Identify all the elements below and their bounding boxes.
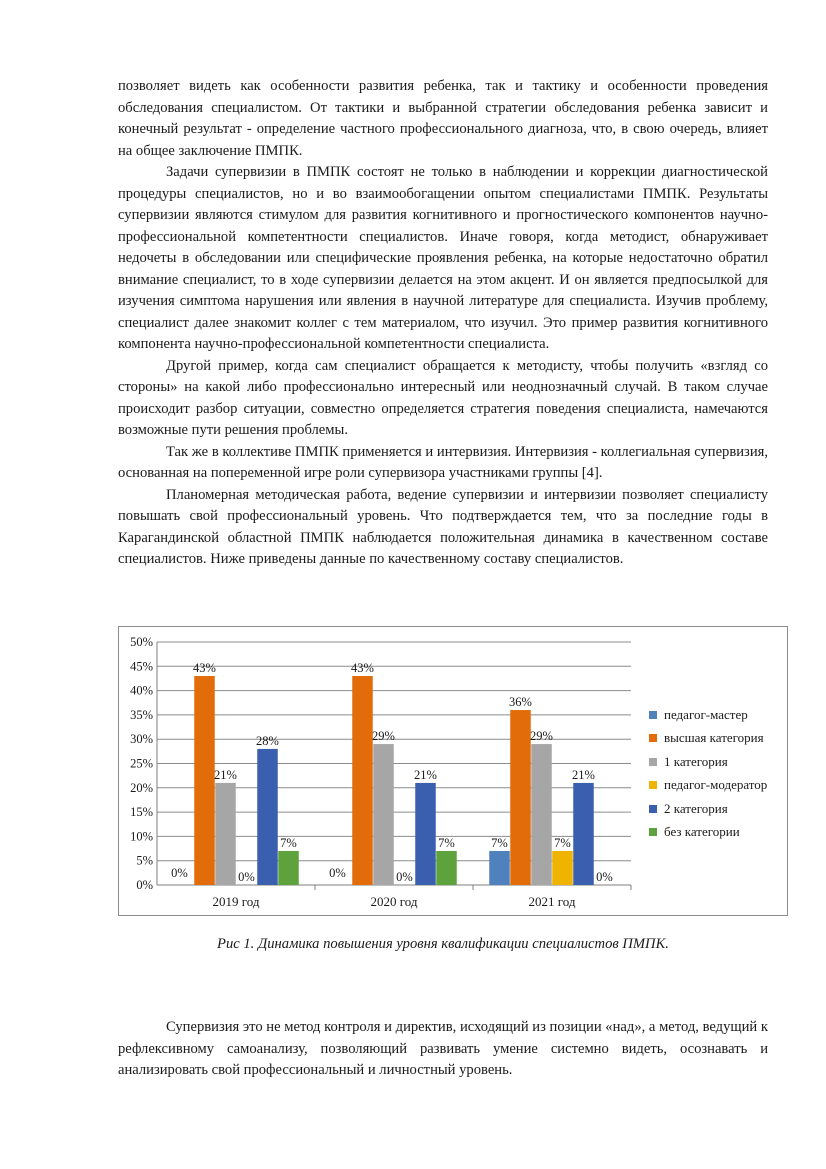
y-tick-label: 45% bbox=[130, 659, 153, 674]
legend-item bbox=[649, 750, 785, 774]
data-label: 29% bbox=[372, 729, 395, 744]
x-tick-label: 2020 год bbox=[370, 894, 418, 909]
y-tick-label: 30% bbox=[130, 732, 153, 747]
legend-swatch bbox=[649, 781, 657, 789]
y-tick-label: 40% bbox=[130, 683, 153, 698]
paragraph: Другой пример, когда сам специалист обращается к методисту, чтобы получить «взгляд со стороны» на какой либо профессионально интересный или неоднозначный случай. В таком случае происходит разбор ситуации, совместно определяется стратегия поведения специалиста, намечаются возможные пути решения проблемы. bbox=[118, 357, 768, 438]
y-tick-label: 15% bbox=[130, 805, 153, 820]
legend-item bbox=[649, 703, 785, 727]
chart-bar bbox=[278, 851, 299, 885]
y-tick-label: 0% bbox=[136, 878, 153, 892]
chart-bar bbox=[257, 749, 278, 885]
chart-bar bbox=[415, 783, 436, 885]
legend-swatch bbox=[649, 734, 657, 742]
y-tick-label: 20% bbox=[130, 780, 153, 795]
paragraph: Супервизия это не метод контроля и директив, исходящий из позиции «над», а метод, ведущий к рефлексивному самоанализу, позволяющий развивать умение системно видеть, осознавать и анализировать свой профессиональный и личностный уровень. bbox=[118, 1019, 768, 1078]
y-tick-label: 50% bbox=[130, 635, 153, 649]
paragraph: Планомерная методическая работа, ведение супервизии и интервизии позволяет специалисту повышать свой профессиональный уровень. Что подтверждается тем, что за последние годы в Карагандинской областной ПМПК наблюдается положительная динамика в качественном составе специалистов. Ниже приведены данные по качественному составу специалистов. bbox=[118, 486, 768, 567]
chart-bar bbox=[573, 783, 594, 885]
data-label: 7% bbox=[438, 835, 455, 850]
legend-swatch bbox=[649, 828, 657, 836]
figure-caption: Рис 1. Динамика повышения уровня квалификации специалистов ПМПК. bbox=[217, 936, 669, 952]
legend-label: педагог-мастер bbox=[664, 706, 748, 722]
data-label: 0% bbox=[171, 866, 188, 880]
legend-label: 2 категория bbox=[664, 800, 728, 816]
chart-bar bbox=[531, 744, 552, 885]
data-label: 0% bbox=[596, 870, 613, 884]
legend-item bbox=[649, 774, 785, 798]
legend-label: педагог-модератор bbox=[664, 777, 768, 793]
chart-bar bbox=[215, 783, 236, 885]
paragraph: Так же в коллективе ПМПК применяется и интервизия. Интервизия - коллегиальная супервизия, основанная на попеременной игре роли супервизора участниками группы [4]. bbox=[118, 443, 768, 481]
y-tick-label: 10% bbox=[130, 829, 153, 844]
chart-bar bbox=[489, 851, 510, 885]
data-label: 7% bbox=[554, 835, 571, 850]
data-label: 0% bbox=[396, 870, 413, 884]
legend-swatch bbox=[649, 805, 657, 813]
chart-bar bbox=[552, 851, 573, 885]
legend-item bbox=[649, 797, 785, 821]
chart-legend bbox=[649, 703, 785, 844]
data-label: 28% bbox=[256, 733, 279, 748]
paragraph: позволяет видеть как особенности развития ребенка, так и тактику и особенности проведения обследования специалистом. От тактики и выбранной стратегии обследования ребенка зависит и конечный результат - определение частного профессионального диагноза, что, в свою очередь, влияет на общее заключение ПМПК. bbox=[118, 78, 768, 159]
legend-label: высшая категория bbox=[664, 730, 764, 746]
qualification-chart bbox=[118, 626, 788, 916]
data-label: 21% bbox=[572, 767, 595, 782]
body-text-bottom bbox=[118, 1017, 768, 1082]
legend-swatch bbox=[649, 711, 657, 719]
data-label: 29% bbox=[530, 729, 553, 744]
x-tick-label: 2021 год bbox=[528, 894, 576, 909]
chart-bar bbox=[373, 744, 394, 885]
legend-item bbox=[649, 727, 785, 751]
legend-label: 1 категория bbox=[664, 753, 728, 769]
data-label: 43% bbox=[193, 661, 216, 676]
paragraph: Задачи супервизии в ПМПК состоят не только в наблюдении и коррекции диагностической процедуры специалистов, но и во взаимообогащении опытом специалистами ПМПК. Результаты супервизии являются стимулом для развития когнитивного и прогностического компонентов научно-профессиональной компетентности специалистов. Иначе говоря, когда методист, обнаруживает недочеты в обследовании или специфические проявления ребенка, на которые недостаточно обратил внимание специалист, то в ходе супервизии делается на этом акцент. И он является предпосылкой для изучения симптома нарушения или явления в научной литературе для специалиста. Изучив проблему, специалист далее знакомит коллег с тем материалом, что изучил. Это пример развития когнитивного компонента научно-профессиональной компетентности специалиста. bbox=[118, 164, 768, 352]
chart-bar bbox=[352, 676, 373, 885]
y-tick-label: 25% bbox=[130, 756, 153, 771]
x-tick-label: 2019 год bbox=[212, 894, 260, 909]
legend-swatch bbox=[649, 758, 657, 766]
data-label: 21% bbox=[214, 767, 237, 782]
chart-bar bbox=[510, 710, 531, 885]
data-label: 36% bbox=[509, 695, 532, 710]
legend-label: без категории bbox=[664, 824, 740, 840]
y-tick-label: 35% bbox=[130, 707, 153, 722]
legend-item bbox=[649, 821, 785, 845]
data-label: 7% bbox=[280, 835, 297, 850]
data-label: 0% bbox=[329, 866, 346, 880]
data-label: 21% bbox=[414, 767, 437, 782]
body-text-top bbox=[118, 76, 768, 571]
chart-bar bbox=[436, 851, 457, 885]
data-label: 0% bbox=[238, 870, 255, 884]
y-tick-label: 5% bbox=[136, 853, 153, 868]
data-label: 7% bbox=[491, 835, 508, 850]
data-label: 43% bbox=[351, 661, 374, 676]
chart-bar bbox=[194, 676, 215, 885]
